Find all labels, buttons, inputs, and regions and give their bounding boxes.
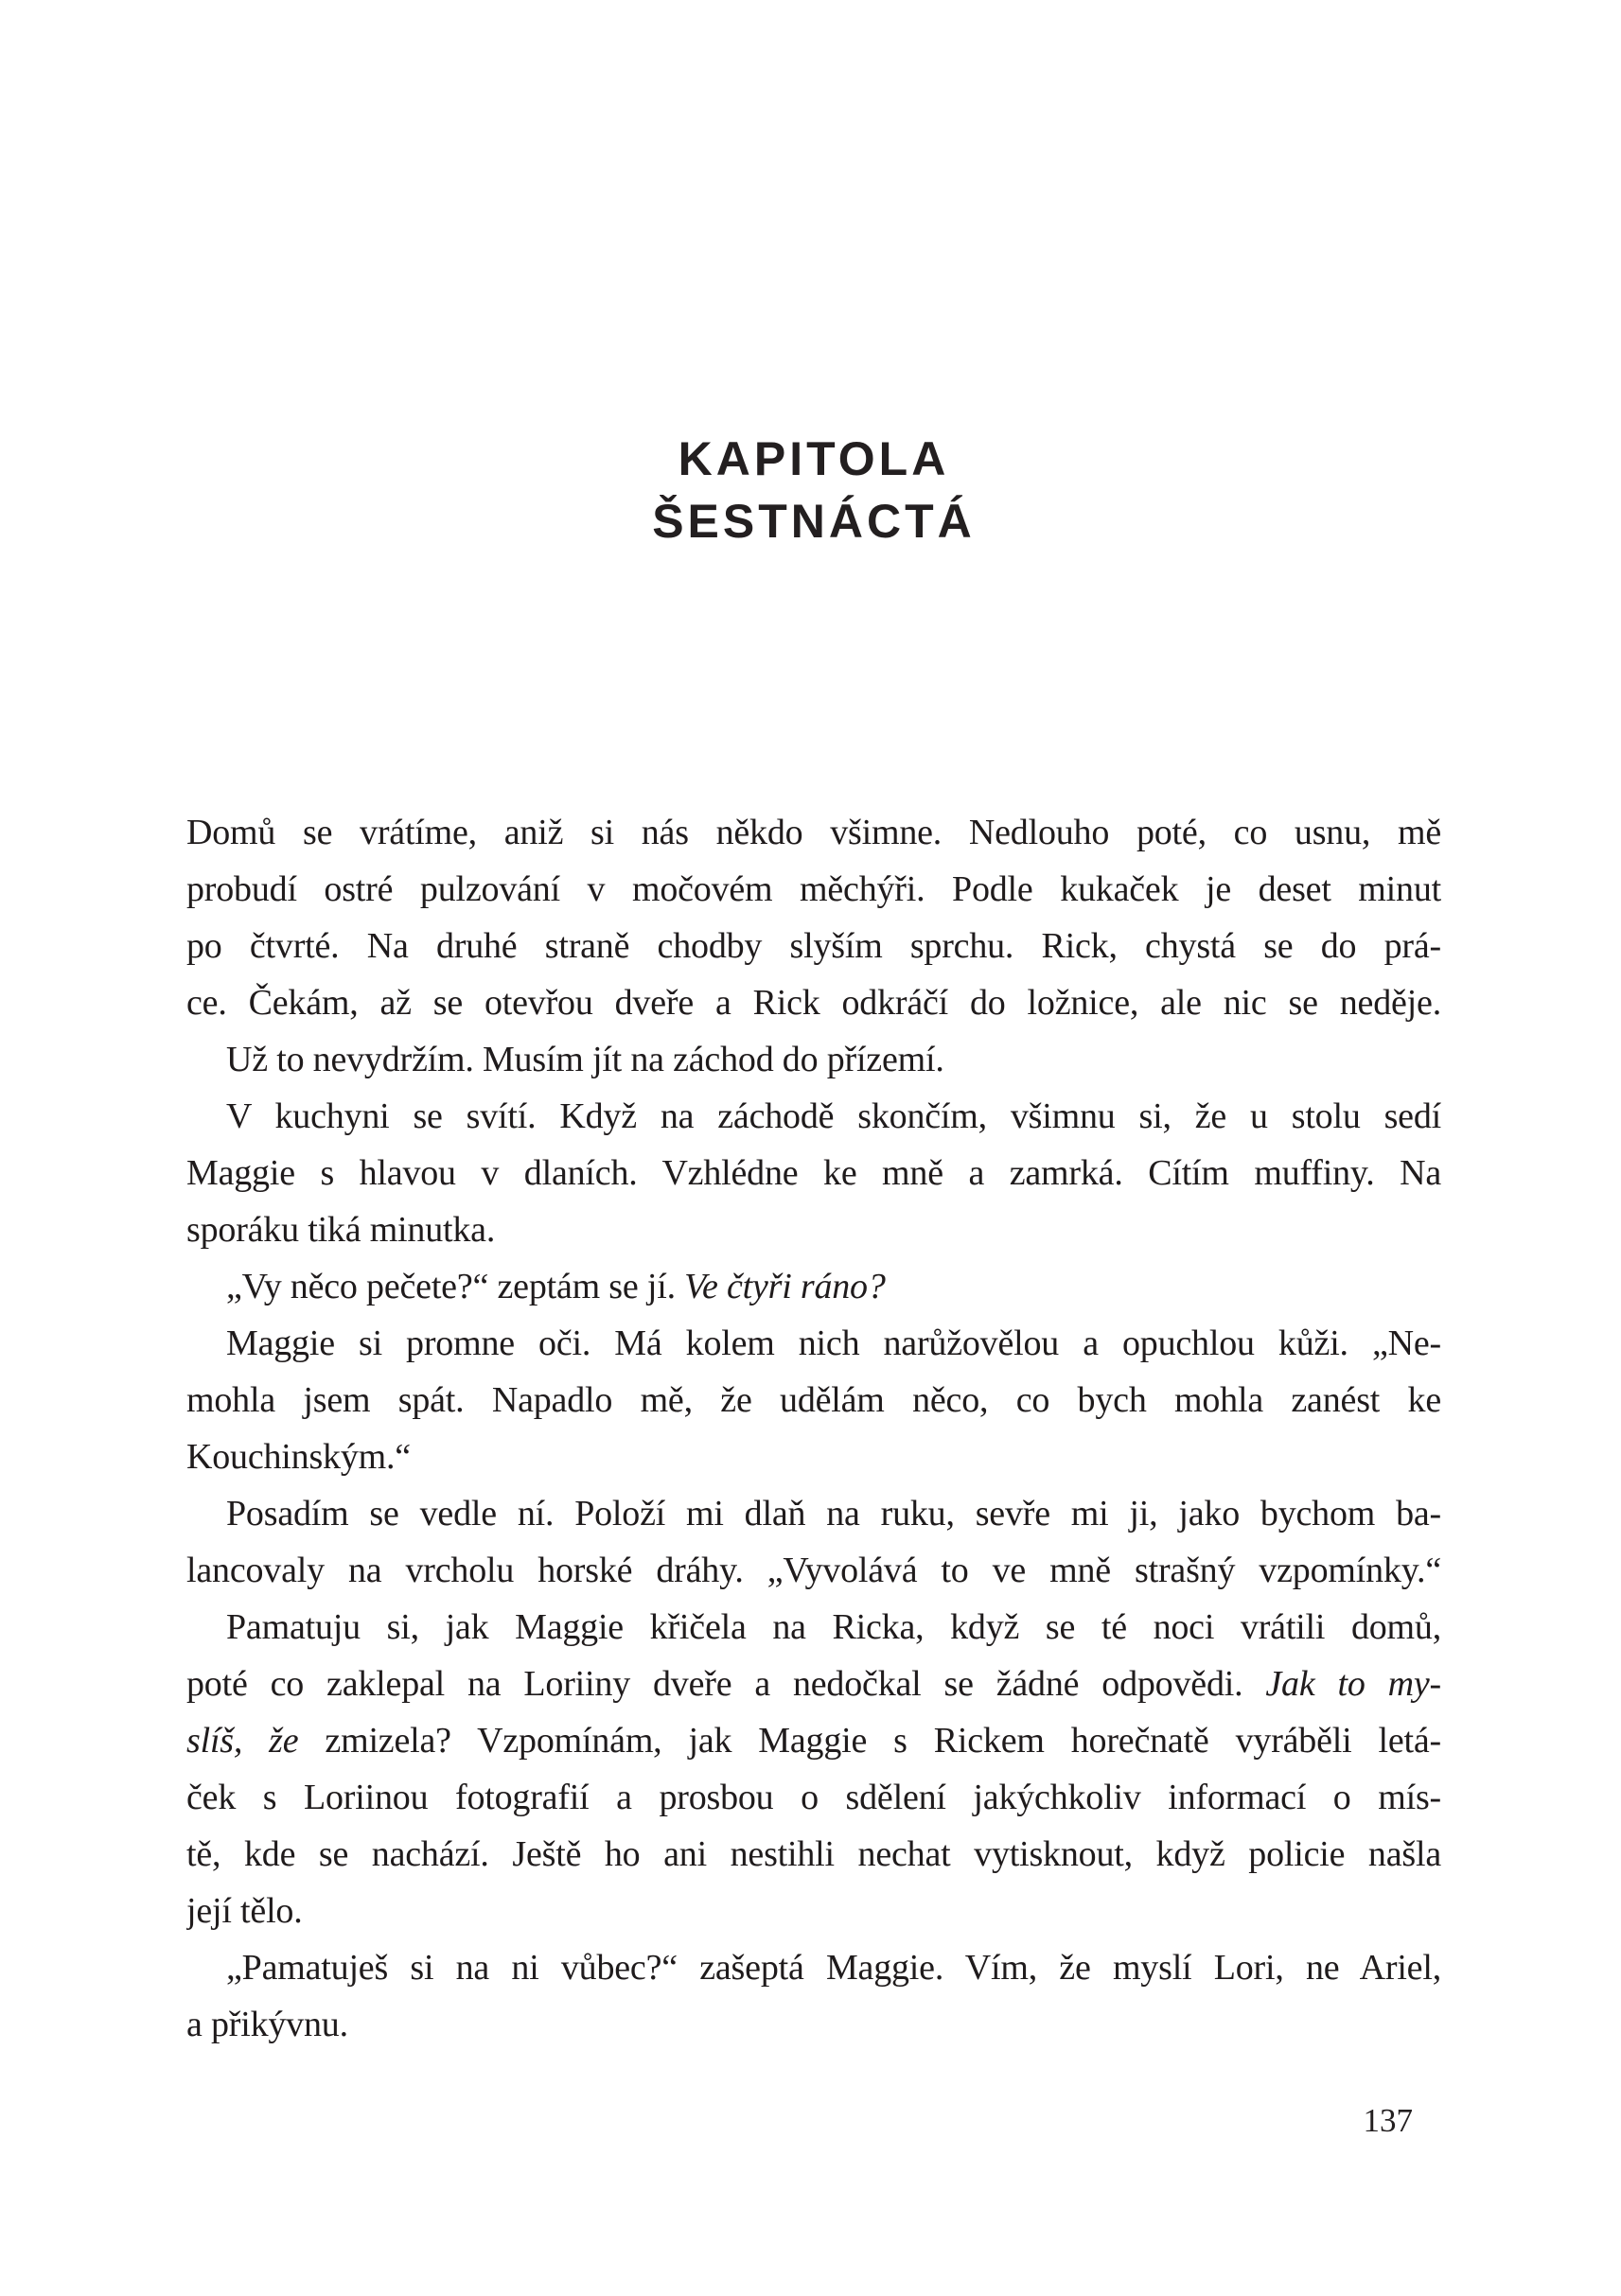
- text-segment: „Pamatuješ si na ni vůbec?“ zašeptá Maggie. Vím, že myslí Lori, ne Ariel,: [226, 1948, 1441, 1988]
- text-segment: ček s Loriinou fotografií a prosbou o sdělení jakýchkoliv informací o mís-: [186, 1778, 1441, 1817]
- italic-text-segment: Jak to my-: [1265, 1664, 1441, 1704]
- text-line: [186, 1826, 1441, 1883]
- text-line: [186, 1485, 1441, 1542]
- text-segment: Domů se vrátíme, aniž si nás někdo všimne. Nedlouho poté, co usnu, mě: [186, 813, 1441, 852]
- text-segment: a přikývnu.: [186, 2005, 348, 2044]
- text-segment: Už to nevydržím. Musím jít na záchod do přízemí.: [226, 1040, 944, 1079]
- text-line: [186, 1712, 1441, 1769]
- text-line: [186, 1939, 1441, 1996]
- text-segment: „Vy něco pečete?“ zeptám se jí.: [226, 1267, 685, 1306]
- text-segment: poté co zaklepal na Loriiny dveře a nedočkal se žádné odpovědi.: [186, 1664, 1266, 1704]
- body-text: [186, 804, 1441, 2053]
- text-line: [186, 1428, 1441, 1485]
- text-segment: zmizela? Vzpomínám, jak Maggie s Rickem horečnatě vyráběli letá-: [298, 1721, 1441, 1761]
- text-segment: mohla jsem spát. Napadlo mě, že udělám něco, co bych mohla zanést ke: [186, 1380, 1441, 1420]
- text-line: [186, 974, 1441, 1031]
- text-line: [186, 1769, 1441, 1826]
- chapter-title-word: KAPITOLA: [678, 432, 950, 485]
- text-segment: Kouchinským.“: [186, 1437, 411, 1477]
- text-line: [186, 861, 1441, 918]
- text-segment: Maggie si promne oči. Má kolem nich narůžovělou a opuchlou kůži. „Ne-: [226, 1323, 1441, 1363]
- text-line: [186, 804, 1441, 861]
- text-segment: probudí ostré pulzování v močovém měchýři. Podle kukaček je deset minut: [186, 869, 1441, 909]
- text-line: [186, 1315, 1441, 1372]
- text-segment: V kuchyni se svítí. Když na záchodě skončím, všimnu si, že u stolu sedí: [226, 1096, 1441, 1136]
- text-line: [186, 918, 1441, 974]
- italic-text-segment: Ve čtyři ráno?: [684, 1267, 886, 1306]
- text-line: [186, 1258, 1441, 1315]
- chapter-title: [186, 428, 1441, 552]
- text-line: [186, 1031, 1441, 1088]
- text-line: [186, 1599, 1441, 1656]
- text-segment: po čtvrté. Na druhé straně chodby slyším sprchu. Rick, chystá se do prá-: [186, 926, 1441, 966]
- page-number: 137: [1363, 2102, 1413, 2139]
- text-segment: Posadím se vedle ní. Položí mi dlaň na ruku, sevře mi ji, jako bychom ba-: [226, 1494, 1441, 1534]
- text-line: [186, 1088, 1441, 1145]
- text-line: [186, 1201, 1441, 1258]
- text-segment: Pamatuju si, jak Maggie křičela na Ricka, když se té noci vrátili domů,: [226, 1607, 1441, 1647]
- text-line: [186, 1656, 1441, 1712]
- text-segment: lancovaly na vrcholu horské dráhy. „Vyvolává to ve mně strašný vzpomínky.“: [186, 1551, 1441, 1590]
- text-segment: její tělo.: [186, 1891, 303, 1931]
- italic-text-segment: slíš, že: [186, 1721, 299, 1761]
- text-segment: ce. Čekám, až se otevřou dveře a Rick odkráčí do ložnice, ale nic se neděje.: [186, 983, 1441, 1023]
- text-segment: Maggie s hlavou v dlaních. Vzhlédne ke mně a zamrká. Cítím muffiny. Na: [186, 1153, 1441, 1193]
- text-line: [186, 1883, 1441, 1939]
- text-segment: sporáku tiká minutka.: [186, 1210, 496, 1250]
- text-line: [186, 1372, 1441, 1428]
- chapter-number-word: ŠESTNÁCTÁ: [652, 495, 976, 548]
- text-line: [186, 1542, 1441, 1599]
- text-segment: tě, kde se nachází. Ještě ho ani nestihli nechat vytisknout, když policie našla: [186, 1834, 1441, 1874]
- text-line: [186, 1996, 1441, 2053]
- text-line: [186, 1145, 1441, 1201]
